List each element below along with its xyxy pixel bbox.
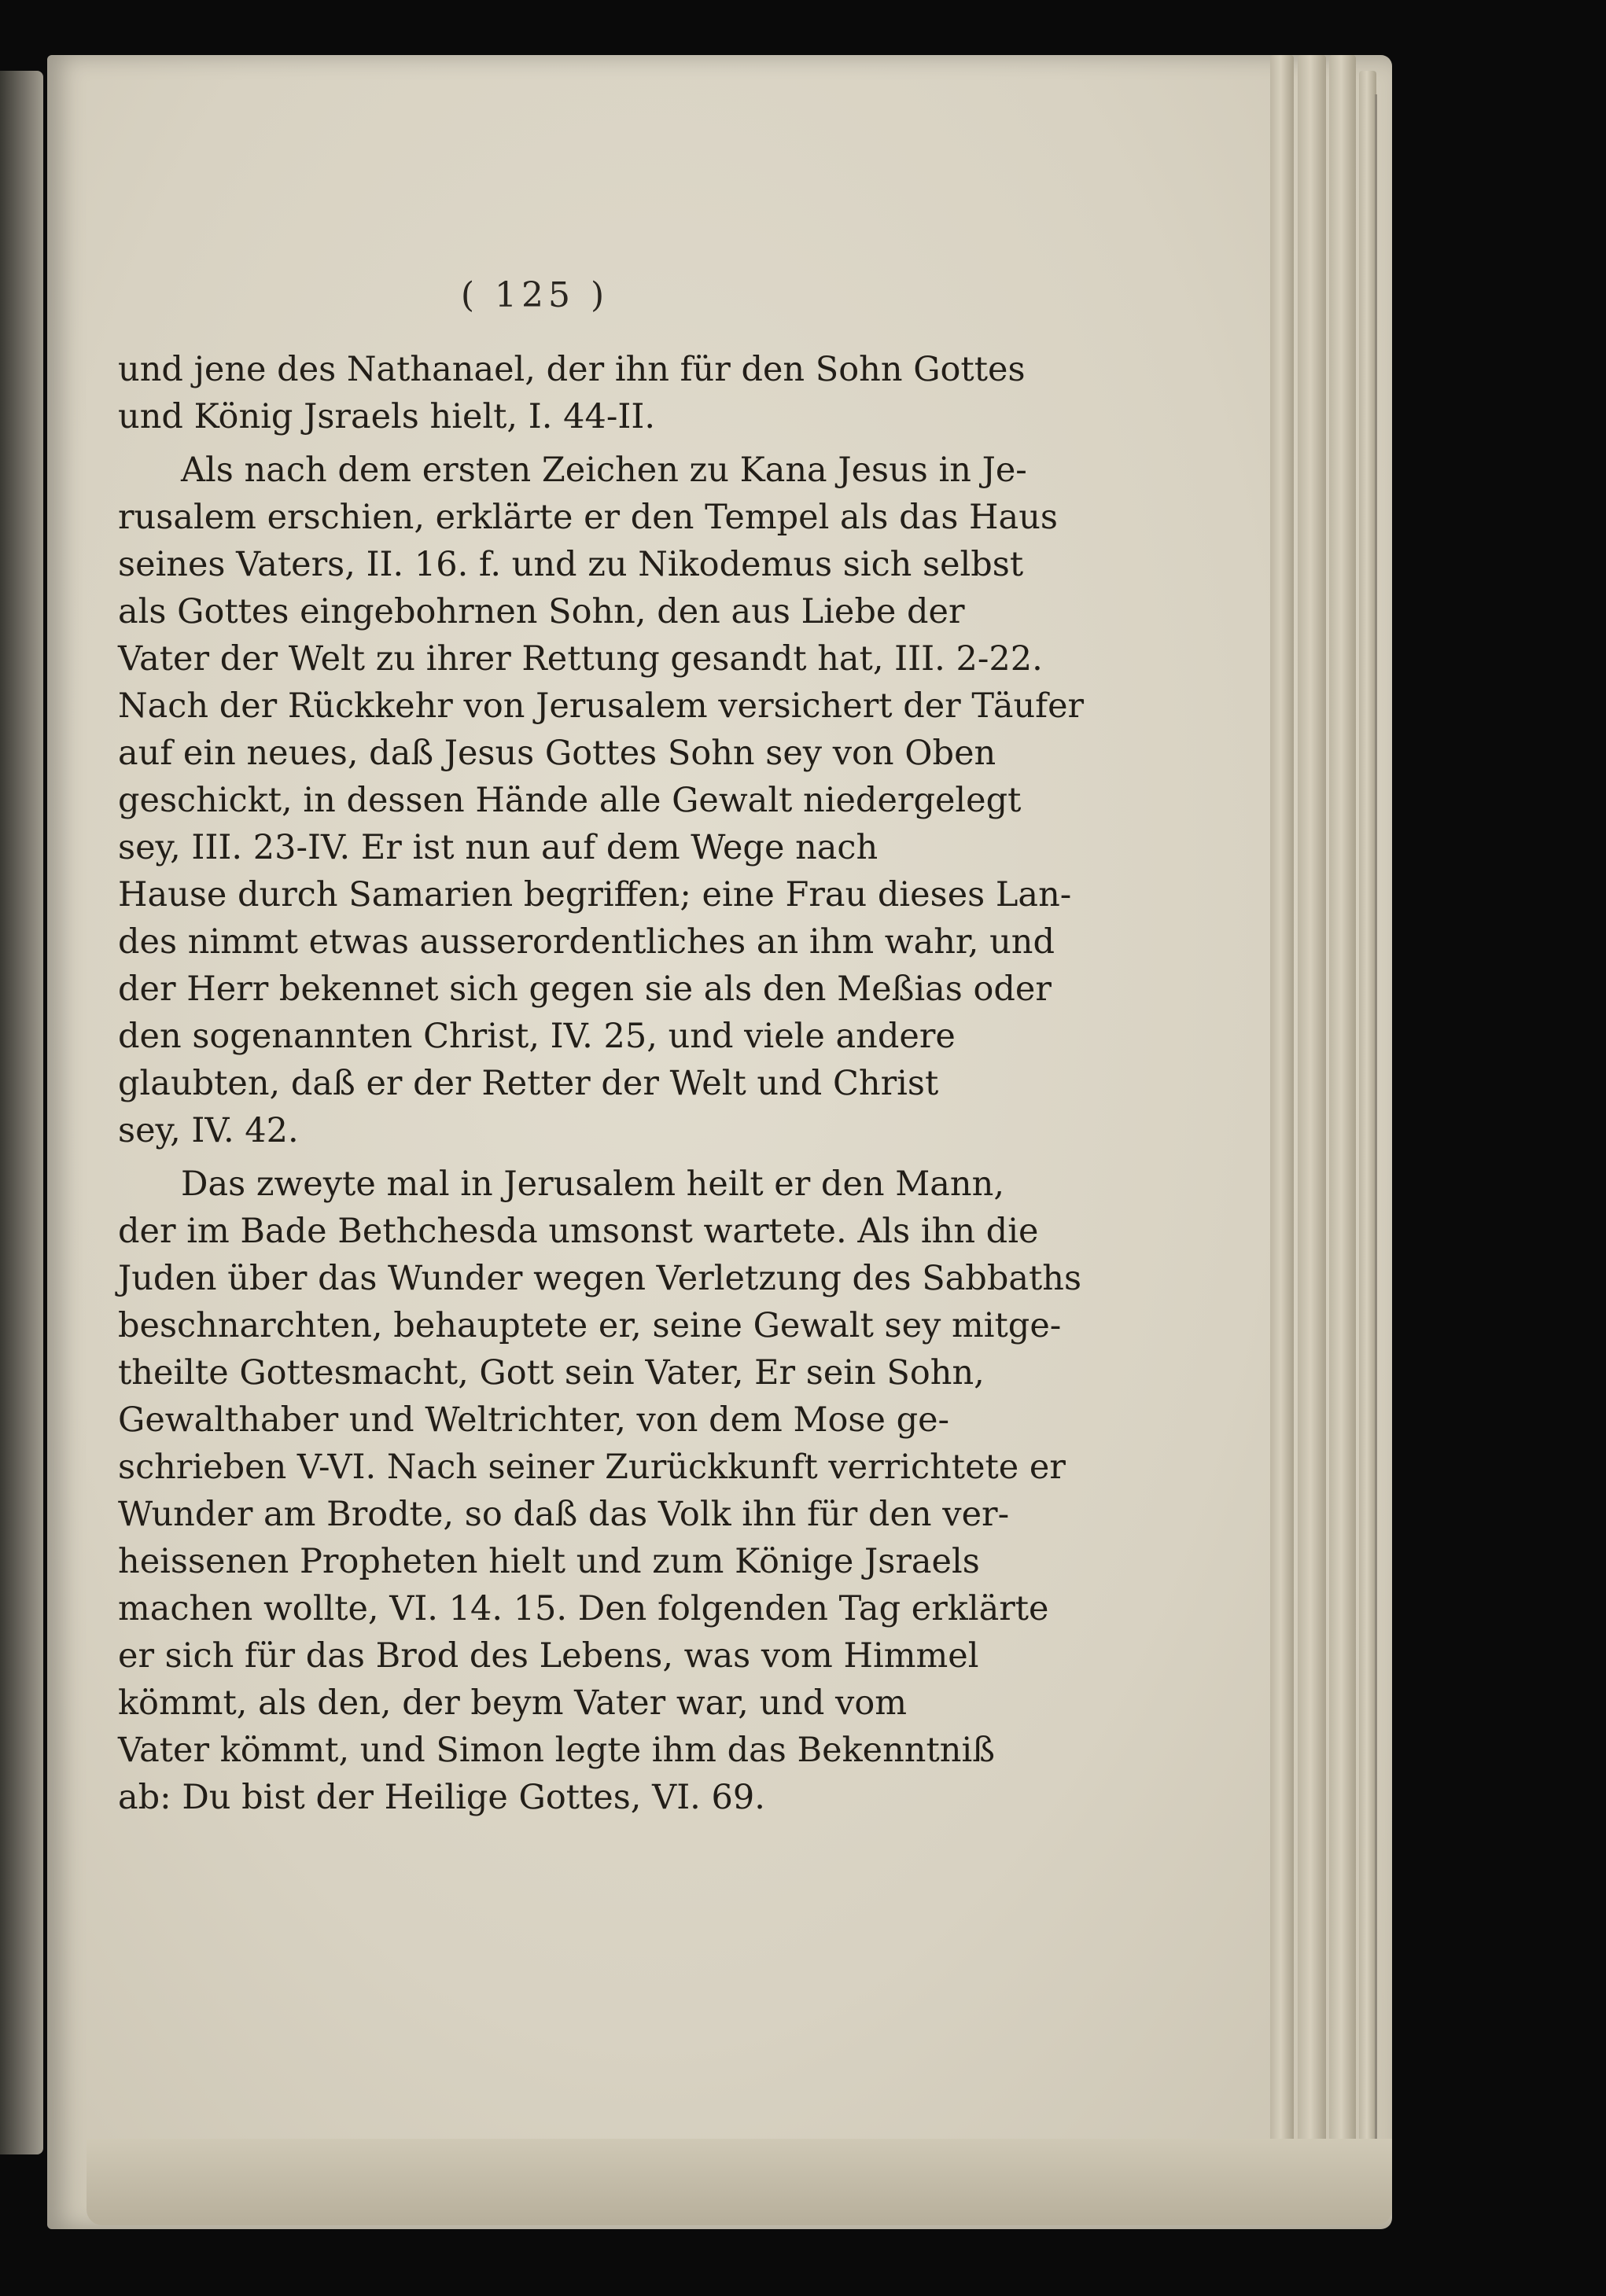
text-line: Vater der Welt zu ihrer Rettung gesandt hat, III. 2-22. <box>118 639 1043 679</box>
text-line: Hause durch Samarien begriffen; eine Frau dieses Lan- <box>118 875 1072 914</box>
text-line: seines Vaters, II. 16. f. und zu Nikodemus sich selbst <box>118 545 1024 584</box>
text-line: sey, III. 23-IV. Er ist nun auf dem Wege nach <box>118 828 879 867</box>
body-text <box>118 346 1085 1821</box>
text-line: Juden über das Wunder wegen Verletzung des Sabbaths <box>118 1259 1082 1298</box>
page-number: ( 125 ) <box>460 275 610 315</box>
text-line: und jene des Nathanael, der ihn für den Sohn Gottes <box>118 350 1026 389</box>
text-line: Gewalthaber und Weltrichter, von dem Mose ge- <box>118 1400 950 1440</box>
text-line: Das zweyte mal in Jerusalem heilt er den Mann, <box>181 1165 1004 1204</box>
left-page-edge <box>0 71 43 2154</box>
text-line: Wunder am Brodte, so daß das Volk ihn für den ver- <box>118 1495 1010 1534</box>
text-line: der Herr bekennet sich gegen sie als den Meßias oder <box>118 970 1052 1009</box>
text-line: sey, IV. 42. <box>118 1111 299 1150</box>
text-line: geschickt, in dessen Hände alle Gewalt niedergelegt <box>118 781 1022 820</box>
page-edge-stack <box>1270 55 1294 2178</box>
text-line: Nach der Rückkehr von Jerusalem versichert der Täufer <box>118 686 1085 726</box>
text-line: glaubten, daß er der Retter der Welt und Christ <box>118 1064 939 1103</box>
text-line: als Gottes eingebohrnen Sohn, den aus Liebe der <box>118 592 965 631</box>
paragraph <box>118 1161 1082 1821</box>
text-line: Als nach dem ersten Zeichen zu Kana Jesus in Je- <box>181 451 1027 490</box>
page-edge-stack <box>1298 55 1326 2178</box>
paragraph-gap <box>118 1154 975 1161</box>
text-line: auf ein neues, daß Jesus Gottes Sohn sey von Oben <box>118 734 996 773</box>
bottom-page-edges <box>87 2139 1392 2225</box>
text-line: er sich für das Brod des Lebens, was vom Himmel <box>118 1636 979 1676</box>
text-line: rusalem erschien, erklärte er den Tempel als das Haus <box>118 498 1058 537</box>
text-line: Vater kömmt, und Simon legte ihm das Bekenntniß <box>118 1731 995 1770</box>
text-line: beschnarchten, behauptete er, seine Gewalt sey mitge- <box>118 1306 1062 1345</box>
text-line: kömmt, als den, der beym Vater war, und vom <box>118 1683 907 1723</box>
paragraph <box>118 346 1026 440</box>
text-line: machen wollte, VI. 14. 15. Den folgenden Tag erklärte <box>118 1589 1049 1628</box>
text-line: der im Bade Bethchesda umsonst wartete. Als ihn die <box>118 1212 1039 1251</box>
text-line: theilte Gottesmacht, Gott sein Vater, Er sein Sohn, <box>118 1353 985 1393</box>
text-line: schrieben V-VI. Nach seiner Zurückkunft verrichtete er <box>118 1448 1066 1487</box>
page-edge-stack <box>1329 55 1356 2178</box>
text-line: ab: Du bist der Heilige Gottes, VI. 69. <box>118 1778 765 1817</box>
paragraph <box>118 447 1085 1154</box>
text-line: und König Jsraels hielt, I. 44-II. <box>118 397 655 436</box>
text-line: heissenen Propheten hielt und zum Könige Jsraels <box>118 1542 980 1581</box>
paragraph-gap <box>118 440 975 447</box>
text-line: den sogenannten Christ, IV. 25, und viele andere <box>118 1017 956 1056</box>
text-line: des nimmt etwas ausserordentliches an ihm wahr, und <box>118 922 1055 962</box>
page-edge-line <box>1375 94 1377 2170</box>
page-edge-stack <box>1359 71 1376 2194</box>
